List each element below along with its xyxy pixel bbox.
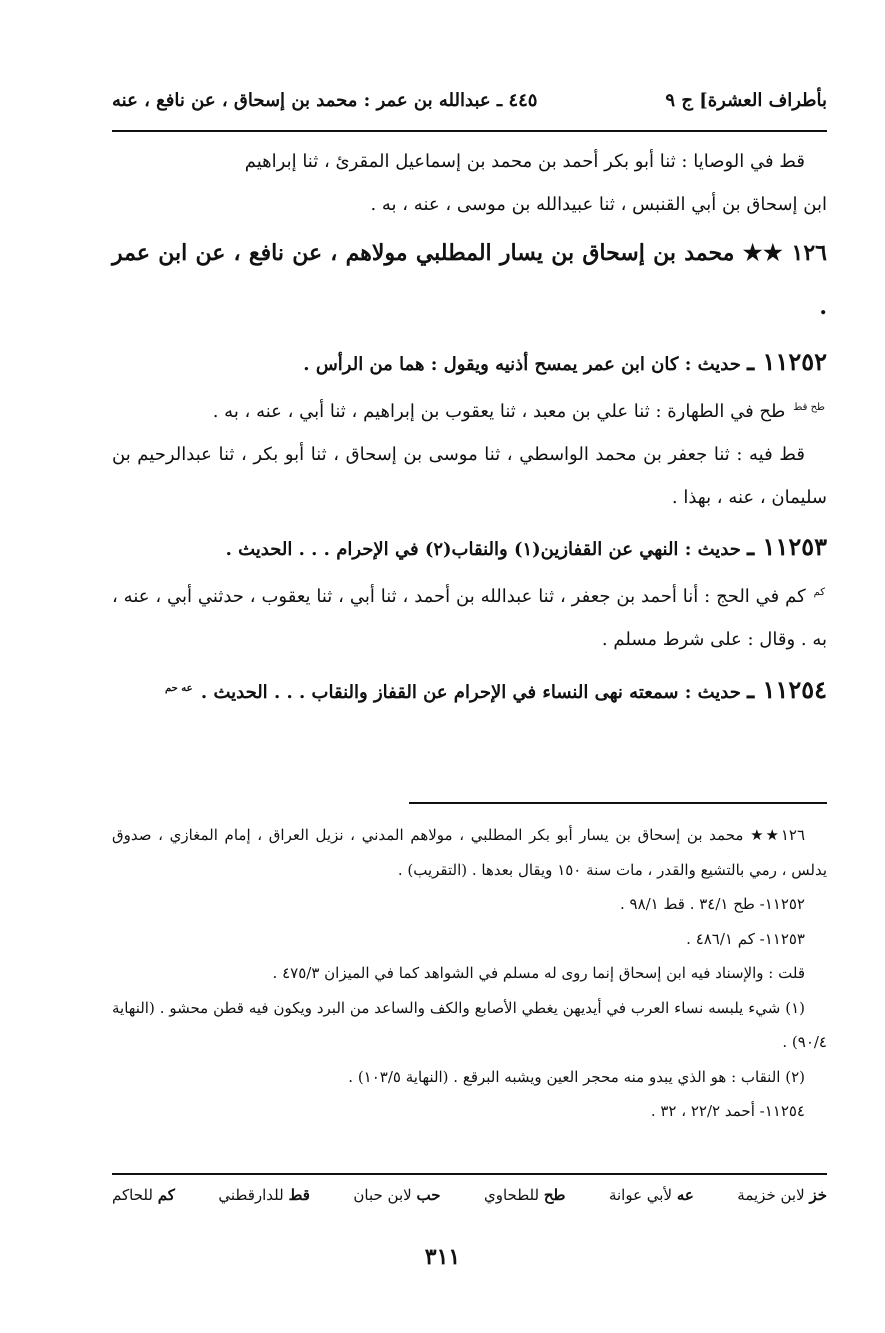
hadith-number: ١١٢٥٢ ـ (747, 347, 827, 376)
narrator-heading: ١٢٦ ★★ محمد بن إسحاق بن يسار المطلبي مولاهم ، عن نافع ، عن ابن عمر . (112, 240, 827, 320)
legend-source: لأبي عوانة (608, 1186, 673, 1204)
hadith-text: حديث : النهي عن القفازين(١) والنقاب(٢) في الإحرام . . . الحديث . (225, 539, 741, 560)
legend-source: للطحاوي (483, 1186, 540, 1204)
source-line: قط فيه : ثنا جعفر بن محمد الواسطي ، ثنا موسى بن إسحاق ، ثنا أبو بكر ، ثنا عبدالرحيم بن سليمان ، عنه ، بهذا . (112, 444, 827, 508)
legend-source: للحاكم (112, 1186, 153, 1204)
legend-abbr: طح (543, 1186, 566, 1204)
abbreviation-legend (112, 1186, 827, 1204)
legend-abbr: كم (157, 1186, 175, 1204)
hadith-11252 (112, 340, 827, 386)
source-line (112, 386, 827, 433)
legend-rule (112, 1173, 827, 1175)
legend-abbr: قط (288, 1186, 310, 1204)
intro-line-2: ابن إسحاق بن أبي القنبس ، ثنا عبيدالله بن موسى ، عنه ، به . (370, 194, 827, 215)
hadith-number: ١١٢٥٤ ـ (747, 675, 827, 704)
footnote: قلت : والإسناد فيه ابن إسحاق إنما روى له مسلم في الشواهد كما في الميزان ٤٧٥/٣ . (272, 964, 805, 982)
hadith-11254 (112, 667, 827, 714)
source-text: كم في الحج : أنا أحمد بن جعفر ، ثنا عبدالله بن أحمد ، ثنا أبي ، ثنا يعقوب ، حدثني أبي ، عنه ، به . وقال : على شرط مسلم . (112, 586, 827, 650)
hadith-11253 (112, 525, 827, 571)
footnote: ١٢٦★★ محمد بن إسحاق بن يسار أبو بكر المطلبي ، مولاهم المدني ، نزيل العراق ، إمام المغازي ، صدوق يدلس ، رمي بالتشيع والقدر ، مات سنة ١٥٠ ويقال بعدها . (التقريب) . (112, 826, 827, 879)
footnote: ١١٢٥٣- كم ٤٨٦/١ . (686, 929, 805, 948)
legend-source: لابن حبان (353, 1186, 412, 1204)
source-line (112, 571, 827, 661)
legend-abbr: عه (676, 1186, 694, 1204)
page-number: ٣١١ (424, 1244, 461, 1270)
legend-source: لابن خزيمة (737, 1186, 805, 1204)
legend-item (353, 1186, 440, 1204)
legend-item (484, 1186, 565, 1204)
footnote-rule (409, 802, 827, 804)
running-header (112, 84, 827, 116)
hadith-number: ١١٢٥٣ ـ (747, 532, 827, 561)
header-rule (112, 130, 827, 132)
source-symbols: كم (813, 587, 825, 598)
source-text: طح في الطهارة : ثنا علي بن معبد ، ثنا يعقوب بن إبراهيم ، ثنا أبي ، عنه ، به . (212, 401, 786, 422)
header-title: ٤٤٥ ـ عبدالله بن عمر : محمد بن إسحاق ، عن نافع ، عنه (112, 89, 538, 111)
main-text (112, 140, 827, 714)
intro-line-1: قط في الوصايا : ثنا أبو بكر أحمد بن محمد بن إسماعيل المقرئ ، ثنا إبراهيم (244, 151, 805, 172)
legend-item (737, 1186, 827, 1204)
source-symbols: طح قط (793, 402, 825, 413)
header-volume: بأطراف العشرة] ج ٩ (665, 89, 827, 111)
legend-source: للدارقطني (218, 1186, 284, 1204)
footnotes (112, 818, 827, 1129)
legend-item (609, 1186, 694, 1204)
footnote: (٢) النقاب : هو الذي يبدو منه محجر العين ويشبه البرقع . (النهاية ١٠٣/٥) . (348, 1067, 805, 1086)
legend-item (112, 1186, 175, 1204)
legend-abbr: حب (416, 1186, 441, 1204)
legend-abbr: خز (809, 1186, 827, 1204)
hadith-text: حديث : كان ابن عمر يمسح أذنيه ويقول : هما من الرأس . (303, 354, 741, 375)
footnote: (١) شيء يلبسه نساء العرب في أيديهن يغطي الأصابع والكف والساعد من البرد ويكون فيه قطن محشو . (النهاية ٩٠/٤) . (112, 998, 827, 1051)
footnote: ١١٢٥٤- أحمد ٢٢/٢ ، ٣٢ . (650, 1102, 805, 1120)
footnote: ١١٢٥٢- طح ٣٤/١ . قط ٩٨/١ . (619, 895, 805, 913)
source-symbols: عه حم (164, 683, 193, 694)
hadith-text: حديث : سمعته نهى النساء في الإحرام عن القفاز والنقاب . . . الحديث . (200, 682, 741, 703)
legend-item (218, 1186, 310, 1204)
